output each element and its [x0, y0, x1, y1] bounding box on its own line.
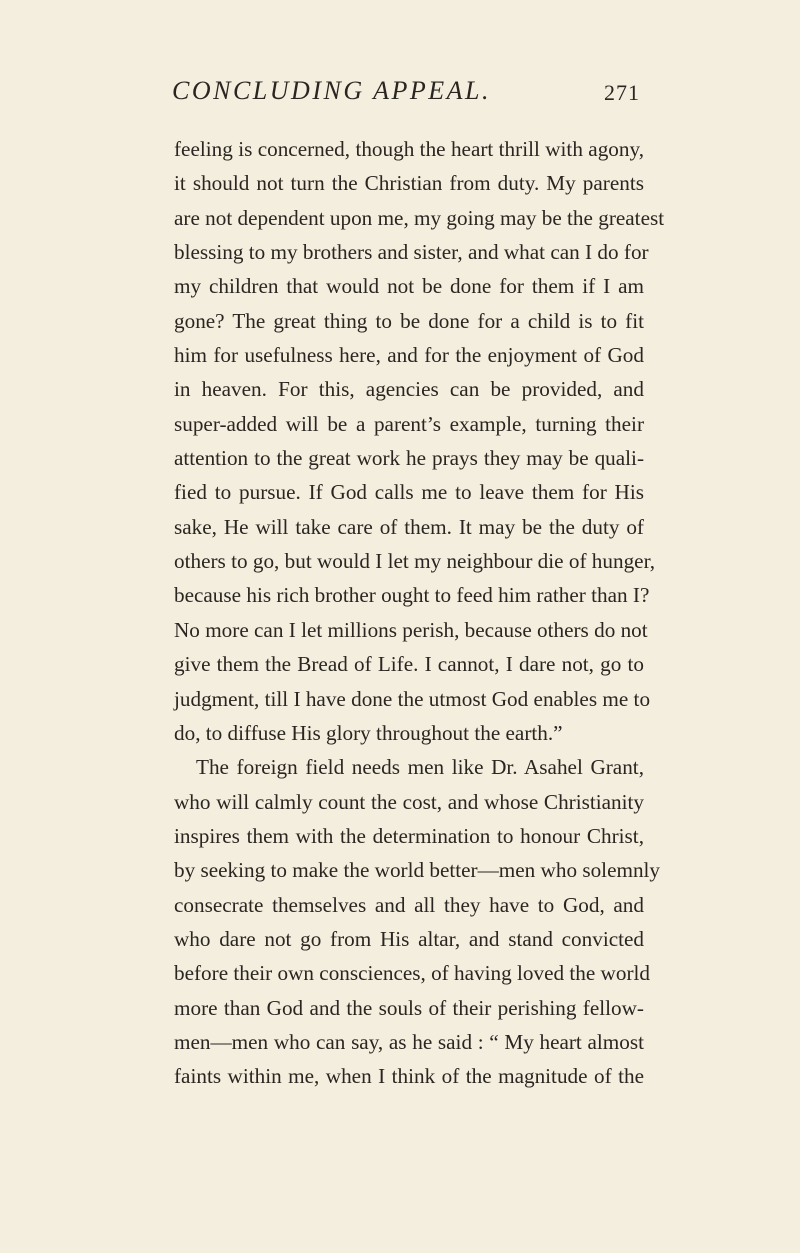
text-line: sake, He will take care of them. It may be the duty of: [174, 514, 644, 539]
text-line: super-added will be a parent’s example, turning their: [174, 411, 644, 436]
text-line: fied to pursue. If God calls me to leave them for His: [174, 480, 644, 505]
text-line: my children that would not be done for them if I am: [174, 274, 644, 299]
text-line: feeling is concerned, though the heart thrill with agony,: [174, 137, 644, 161]
text-line: inspires them with the determination to honour Christ,: [174, 823, 644, 848]
text-line: judgment, till I have done the utmost God enables me to: [174, 686, 651, 711]
text-line: it should not turn the Christian from duty. My parents: [174, 171, 644, 196]
text-line: him for usefulness here, and for the enjoyment of God: [174, 343, 644, 368]
running-title: CONCLUDING APPEAL.: [172, 76, 491, 105]
text-line: by seeking to make the world better—men who solemnly: [174, 858, 661, 883]
text-line: in heaven. For this, agencies can be provided, and: [174, 377, 644, 402]
body-text: [174, 132, 665, 1094]
text-line: attention to the great work he prays they may be quali-: [174, 446, 644, 471]
text-line: before their own consciences, of having loved the world: [174, 961, 650, 986]
text-line: because his rich brother ought to feed him rather than I?: [174, 583, 650, 608]
text-line: No more can I let millions perish, because others do not: [174, 617, 648, 642]
running-head: [0, 76, 800, 116]
text-line: faints within me, when I think of the magnitude of the: [174, 1064, 644, 1089]
paragraph-end-line: do, to diffuse His glory throughout the earth.”: [174, 720, 563, 745]
text-line: are not dependent upon me, my going may be the greatest: [174, 205, 665, 230]
text-line: men—men who can say, as he said : “ My heart almost: [174, 1029, 644, 1054]
text-line: more than God and the souls of their perishing fellow-: [174, 995, 644, 1020]
text-line: gone? The great thing to be done for a child is to fit: [174, 308, 644, 333]
text-line: others to go, but would I let my neighbour die of hunger,: [174, 549, 656, 574]
text-line: who dare not go from His altar, and stand convicted: [174, 926, 644, 951]
text-line: consecrate themselves and all they have to God, and: [174, 892, 644, 917]
page-number: 271: [604, 80, 640, 105]
text-line: blessing to my brothers and sister, and what can I do for: [174, 240, 649, 265]
text-line: give them the Bread of Life. I cannot, I dare not, go to: [174, 652, 644, 677]
text-line: who will calmly count the cost, and whose Christianity: [174, 789, 644, 814]
paragraph-first-line: The foreign field needs men like Dr. Asahel Grant,: [196, 755, 644, 780]
